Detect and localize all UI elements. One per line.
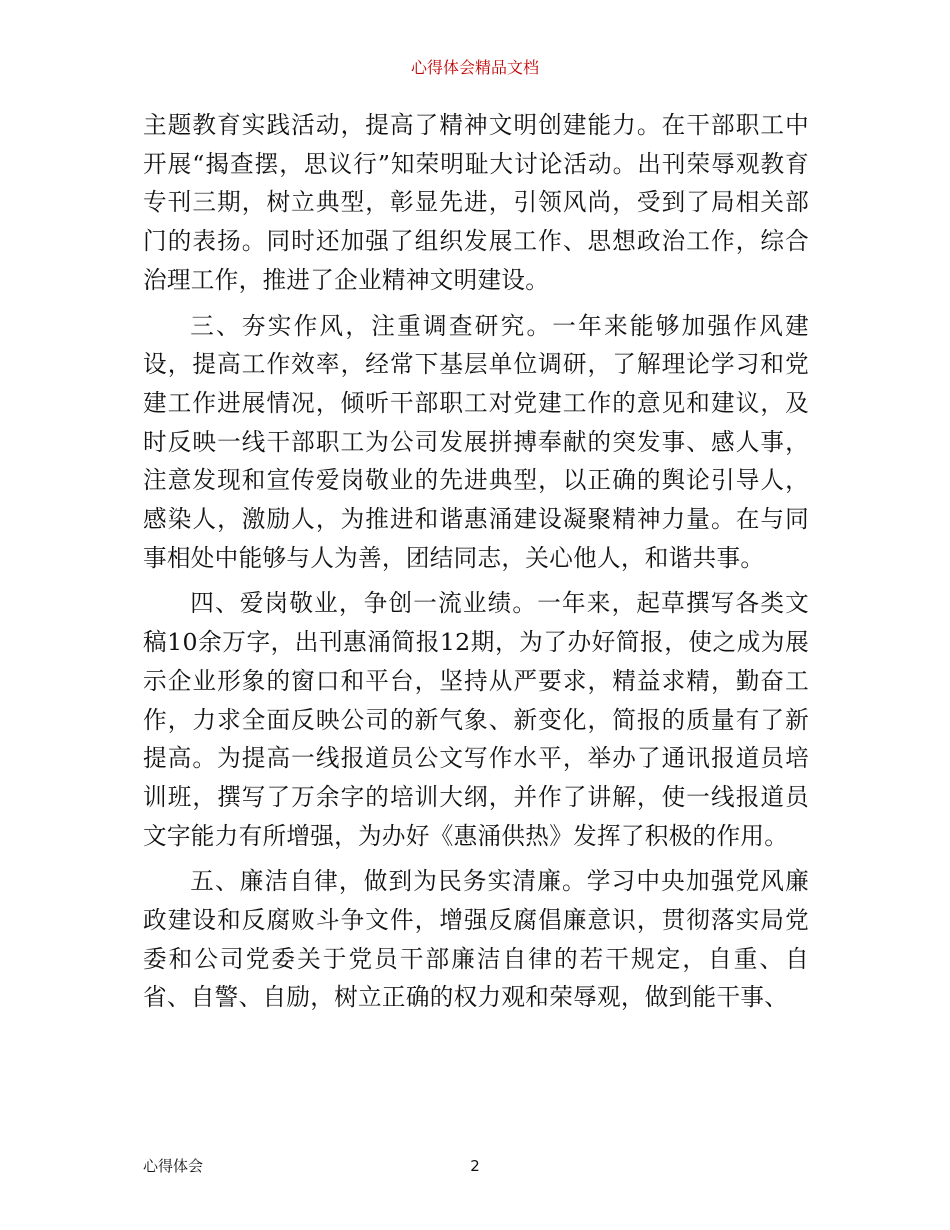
footer-label: 心得体会 [143, 1157, 204, 1175]
page-header-title: 心得体会精品文档 [410, 58, 539, 77]
paragraph-section-3: 三、夯实作风，注重调查研究。一年来能够加强作风建设，提高工作效率，经常下基层单位调研，了解理论学习和党建工作进展情况，倾听干部职工对党建工作的意见和建议，及时反映一线干部职工为公司发展拼搏奉献的突发事、感人事，注意发现和宣传爱岗敬业的先进典型，以正确的舆论引导人，感染人，激励人，为推进和谐惠涌建设凝聚精神力量。在与同事相处中能够与人为善，团结同志，关心他人，和谐共事。 [143, 311, 809, 572]
paragraph-section-4: 四、爱岗敬业，争创一流业绩。一年来，起草撰写各类文稿10余万字，出刊惠涌简报12期，为了办好简报，使之成为展示企业形象的窗口和平台，坚持从严要求，精益求精，勤奋工作，力求全面反映公司的新气象、新变化，简报的质量有了新提高。为提高一线报道员公文写作水平，举办了通讯报道员培训班，撰写了万余字的培训大纲，并作了讲解，使一线报道员文字能力有所增强，为办好《惠涌供热》发挥了积极的作用。 [143, 589, 809, 850]
document-body [143, 106, 809, 1017]
paragraph-continuation: 主题教育实践活动，提高了精神文明创建能力。在干部职工中开展“揭查摆，思议行”知荣明耻大讨论活动。出刊荣辱观教育专刊三期，树立典型，彰显先进，引领风尚，受到了局相关部门的表扬。同时还加强了组织发展工作、思想政治工作，综合治理工作，推进了企业精神文明建设。 [143, 111, 809, 294]
footer-page-number: 2 [470, 1157, 480, 1175]
paragraph-section-5: 五、廉洁自律，做到为民务实清廉。学习中央加强党风廉政建设和反腐败斗争文件，增强反腐倡廉意识，贯彻落实局党委和公司党委关于党员干部廉洁自律的若干规定，自重、自省、自警、自励，树立正确的权力观和荣辱观，做到能干事、 [143, 867, 809, 1012]
